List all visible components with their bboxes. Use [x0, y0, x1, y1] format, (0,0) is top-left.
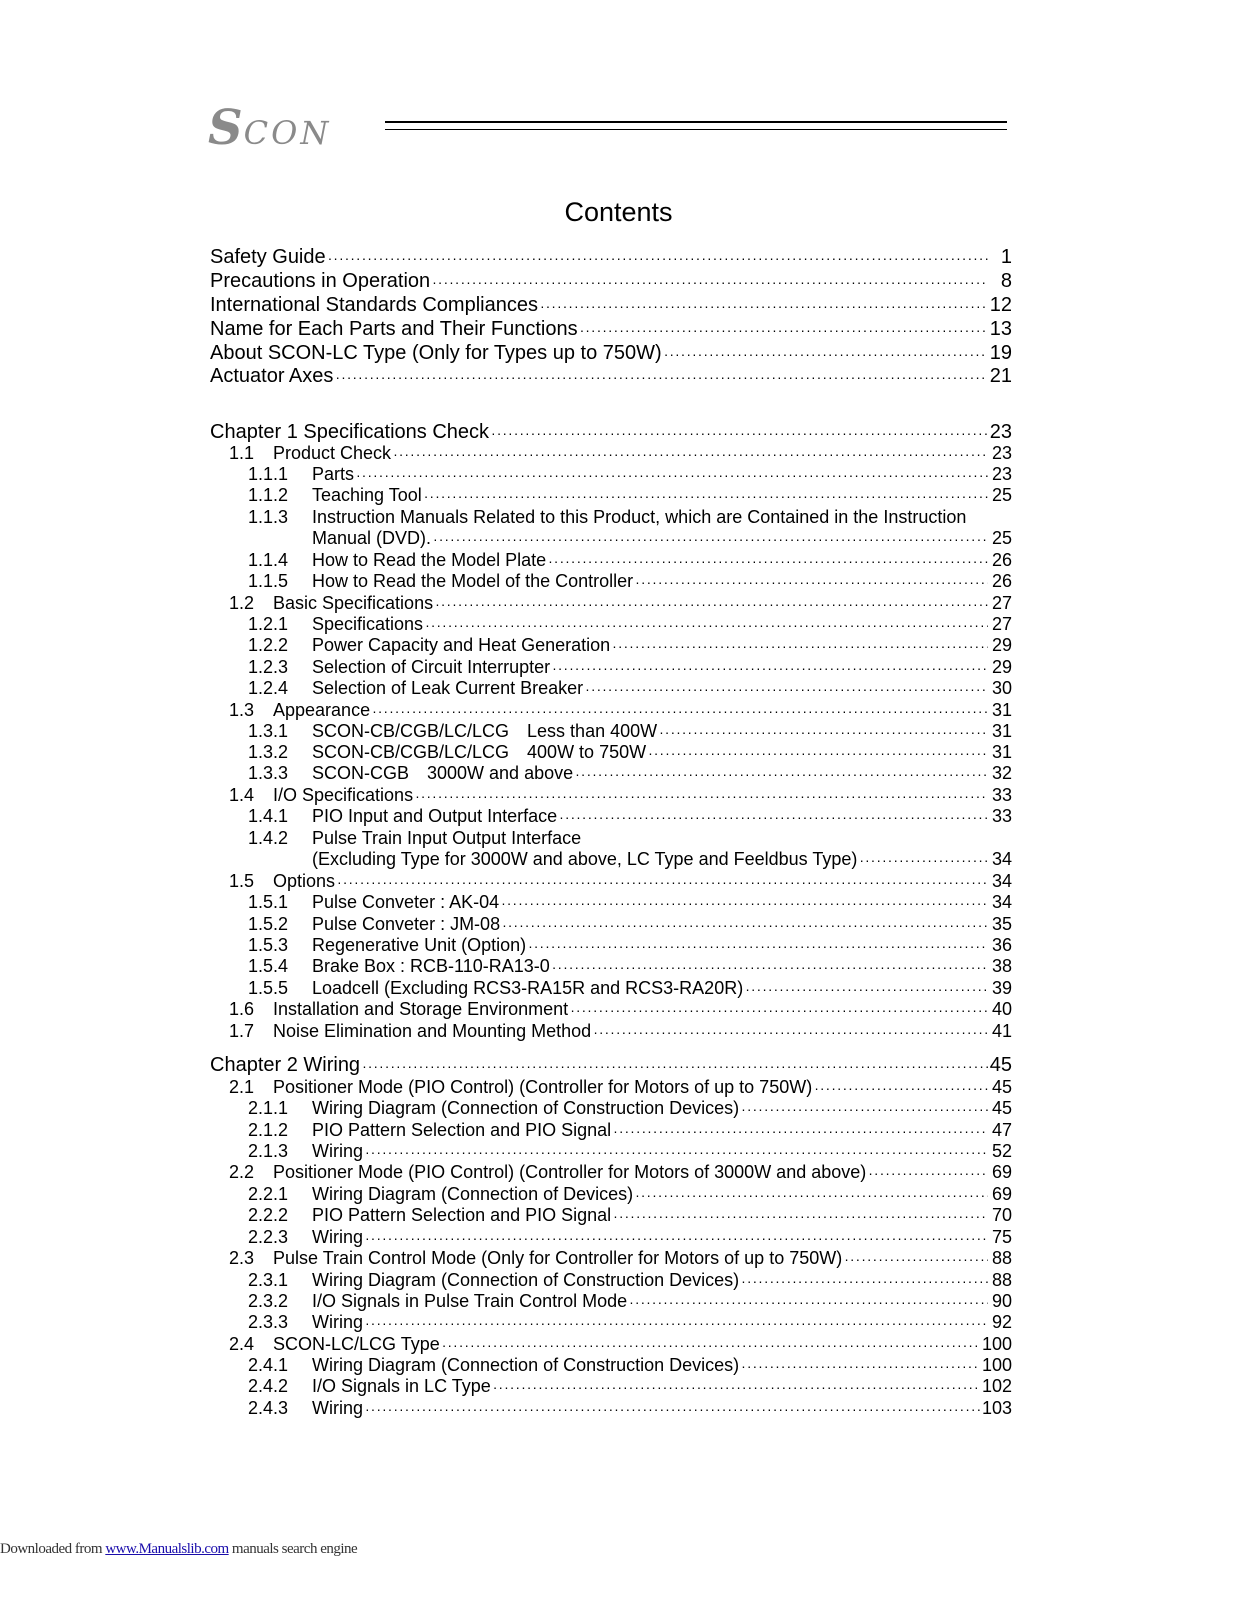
toc-entry-title: Loadcell (Excluding RCS3-RA15R and RCS3-RA20R) [312, 978, 744, 998]
toc-entry-title: I/O Signals in Pulse Train Control Mode [312, 1291, 628, 1311]
toc-entry[interactable] [229, 1162, 1012, 1183]
toc-entry-page: 21 [989, 365, 1012, 387]
toc-entry-title: Wiring Diagram (Connection of Construction Devices) [312, 1098, 740, 1118]
toc-entry[interactable] [248, 1184, 1012, 1205]
toc-entry[interactable] [248, 956, 1012, 977]
toc-entry-title: SCON-LC/LCG Type [273, 1334, 440, 1354]
toc-entry-title: SCON-CGB 3000W and above [312, 763, 574, 783]
toc-entry-page: 1 [1000, 246, 1012, 268]
toc-entry-number: 1.3.3 [248, 763, 289, 783]
toc-entry-number: 2.2.2 [248, 1205, 289, 1225]
toc-entry-page: 88 [991, 1270, 1012, 1290]
dot-leader [501, 893, 988, 914]
dot-leader [328, 246, 988, 270]
dot-leader [741, 1099, 988, 1120]
dot-leader [648, 743, 988, 764]
toc-entry-title: Noise Elimination and Mounting Method [273, 1021, 592, 1041]
toc-entry-title: Parts [312, 464, 355, 484]
dot-leader [570, 1000, 988, 1021]
toc-entry[interactable] [312, 528, 1012, 549]
toc-entry-title: PIO Input and Output Interface [312, 806, 558, 826]
dot-leader [365, 1399, 980, 1420]
toc-entry-page: 13 [989, 318, 1012, 340]
toc-entry-title: Pulse Conveter : AK-04 [312, 892, 500, 912]
dot-leader [552, 658, 988, 679]
toc-entry-page: 27 [991, 614, 1012, 634]
toc-entry[interactable] [248, 721, 1012, 742]
dot-leader [435, 594, 988, 615]
toc-entry-title: Safety Guide [210, 246, 326, 268]
footer [0, 1541, 357, 1558]
toc-entry-title: SCON-CB/CGB/LC/LCG Less than 400W [312, 721, 658, 741]
toc-entry[interactable] [229, 871, 1012, 892]
toc-entry-number: 1.2 [229, 593, 255, 613]
header-rule-thick [385, 121, 1007, 123]
dot-leader [612, 636, 988, 657]
toc-entry-page: 102 [981, 1376, 1012, 1396]
toc-entry-title: International Standards Compliances [210, 294, 538, 316]
toc-entry-number: 2.3.1 [248, 1270, 289, 1290]
toc-entry-title: Wiring [312, 1141, 364, 1161]
dot-leader [552, 957, 988, 978]
dot-leader [859, 850, 988, 871]
toc-entry[interactable] [248, 678, 1012, 699]
toc-entry-number: 1.4 [229, 785, 255, 805]
toc-entry-number: 2.3.3 [248, 1312, 289, 1332]
toc-entry[interactable] [248, 914, 1012, 935]
toc-entry-number: 2.4.2 [248, 1376, 289, 1396]
toc-entry[interactable] [248, 507, 1012, 528]
toc-entry-page: 38 [991, 956, 1012, 976]
toc-entry-page: 29 [991, 635, 1012, 655]
header-rule-thin [385, 129, 1007, 130]
toc-entry-number: 1.5.2 [248, 914, 289, 934]
toc-entry-page: 26 [991, 550, 1012, 570]
toc-entry[interactable] [248, 1120, 1012, 1141]
toc-entry-title: How to Read the Model of the Controller [312, 571, 634, 591]
toc-entry-number: 1.2.4 [248, 678, 289, 698]
toc-entry-number: 2.3 [229, 1248, 255, 1268]
toc-entry[interactable] [229, 1077, 1012, 1098]
dot-leader [580, 318, 988, 342]
toc-entry-number: 1.1 [229, 443, 255, 463]
toc-entry-title: Specifications [312, 614, 424, 634]
toc-entry-title: Brake Box : RCB-110-RA13-0 [312, 956, 550, 976]
dot-leader [393, 444, 988, 465]
toc-entry-page: 52 [991, 1141, 1012, 1161]
toc-entry-number: 1.1.3 [248, 507, 289, 527]
toc-entry-title: Selection of Circuit Interrupter [312, 657, 551, 677]
toc-entry-number: 1.1.2 [248, 485, 289, 505]
dot-leader [491, 421, 988, 445]
toc-entry-page: 45 [989, 1054, 1012, 1076]
toc-entry-title: Manual (DVD). [312, 528, 432, 548]
toc-entry-number: 1.5.3 [248, 935, 289, 955]
toc-entry-number: 2.1.1 [248, 1098, 289, 1118]
toc-entry-number: 2.4 [229, 1334, 255, 1354]
toc-entry[interactable] [229, 1334, 1012, 1355]
toc-entry[interactable] [210, 245, 1012, 269]
dot-leader [356, 465, 988, 486]
toc-entry[interactable] [210, 269, 1012, 293]
toc-entry-page: 40 [991, 999, 1012, 1019]
logo [208, 100, 332, 156]
toc-entry[interactable] [248, 550, 1012, 571]
toc-entry-title: Installation and Storage Environment [273, 999, 569, 1019]
dot-leader [635, 1185, 988, 1206]
dot-leader [362, 1054, 988, 1078]
toc-entry-page: 23 [989, 421, 1012, 443]
dot-leader [442, 1335, 980, 1356]
toc-entry-title: Actuator Axes [210, 365, 334, 387]
toc-entry-page: 100 [981, 1355, 1012, 1375]
toc-entry-page: 41 [991, 1021, 1012, 1041]
toc-entry[interactable] [312, 849, 1012, 870]
footer-prefix: Downloaded from [0, 1541, 106, 1557]
toc-entry-title: Chapter 2 Wiring [210, 1054, 361, 1076]
toc-entry-page: 29 [991, 657, 1012, 677]
dot-leader [424, 486, 988, 507]
toc-entry-page: 90 [991, 1291, 1012, 1311]
toc-entry-number: 1.7 [229, 1021, 255, 1041]
toc-entry-title: Chapter 1 Specifications Check [210, 421, 490, 443]
toc-entry-number: 1.3 [229, 700, 255, 720]
dot-leader [548, 551, 988, 572]
toc-entry[interactable] [248, 742, 1012, 763]
dot-leader [425, 615, 988, 636]
dot-leader [613, 1206, 988, 1227]
toc-entry-page: 75 [991, 1227, 1012, 1247]
toc-entry-page: 69 [991, 1184, 1012, 1204]
dot-leader [337, 872, 988, 893]
toc-entry-number: 1.1.4 [248, 550, 289, 570]
toc-entry-number: 1.2.3 [248, 657, 289, 677]
logo-letter-s: S [208, 100, 244, 156]
toc-entry-title: PIO Pattern Selection and PIO Signal [312, 1120, 612, 1140]
toc-entry-number: 1.1.5 [248, 571, 289, 591]
toc-entry[interactable] [248, 1376, 1012, 1397]
toc-entry-number: 1.5.5 [248, 978, 289, 998]
toc-entry-number: 2.1.2 [248, 1120, 289, 1140]
toc-entry-title: Power Capacity and Heat Generation [312, 635, 611, 655]
toc-entry[interactable] [248, 1312, 1012, 1333]
toc-entry[interactable] [248, 571, 1012, 592]
toc-entry-title: Pulse Conveter : JM-08 [312, 914, 501, 934]
toc-entry-page: 19 [989, 342, 1012, 364]
toc-entry[interactable] [248, 1141, 1012, 1162]
toc-entry-page: 34 [991, 892, 1012, 912]
toc-entry-title: Basic Specifications [273, 593, 434, 613]
toc-entry-page: 31 [991, 742, 1012, 762]
toc-entry-title: Selection of Leak Current Breaker [312, 678, 584, 698]
toc-entry[interactable] [248, 892, 1012, 913]
toc-entry[interactable] [248, 1398, 1012, 1419]
dot-leader [659, 722, 988, 743]
dot-leader [432, 270, 988, 294]
toc-entry[interactable] [210, 293, 1012, 317]
toc-entry-page: 26 [991, 571, 1012, 591]
toc-entry-title: Precautions in Operation [210, 270, 431, 292]
toc-entry[interactable] [210, 317, 1012, 341]
dot-leader [365, 1313, 988, 1334]
toc-entry-page: 69 [991, 1162, 1012, 1182]
toc-entry-title: Teaching Tool [312, 485, 422, 505]
toc-entry-page: 25 [991, 528, 1012, 548]
toc-entry-page: 39 [991, 978, 1012, 998]
dot-leader [629, 1292, 988, 1313]
dot-leader [814, 1078, 988, 1099]
dot-leader [741, 1271, 988, 1292]
dot-leader [335, 365, 987, 389]
toc-entry-page: 35 [991, 914, 1012, 934]
dot-leader [493, 1377, 980, 1398]
toc-entry-number: 1.3.2 [248, 742, 289, 762]
toc-entry-title: (Excluding Type for 3000W and above, LC Type and Feeldbus Type) [312, 849, 858, 869]
toc-entry-title: Wiring Diagram (Connection of Construction Devices) [312, 1355, 740, 1375]
dot-leader [372, 701, 988, 722]
toc-entry-number: 2.2.3 [248, 1227, 289, 1247]
toc-entry[interactable] [229, 1021, 1012, 1042]
toc-entry[interactable] [248, 657, 1012, 678]
toc-entry-title: Wiring [312, 1398, 364, 1418]
toc-entry-title: PIO Pattern Selection and PIO Signal [312, 1205, 612, 1225]
toc-entry[interactable] [248, 828, 1012, 849]
toc-entry-number: 1.3.1 [248, 721, 289, 741]
toc-entry-page: 34 [991, 849, 1012, 869]
toc-entry-title: I/O Specifications [273, 785, 414, 805]
toc-entry-page: 70 [991, 1205, 1012, 1225]
dot-leader [844, 1249, 988, 1270]
toc-entry-title: How to Read the Model Plate [312, 550, 547, 570]
toc-entry-page: 88 [991, 1248, 1012, 1268]
toc-entry-title: Wiring [312, 1312, 364, 1332]
toc-entry-number: 1.5 [229, 871, 255, 891]
dot-leader [415, 786, 988, 807]
toc-entry-title: Positioner Mode (PIO Control) (Controller for Motors of up to 750W) [273, 1077, 813, 1097]
footer-suffix: manuals search engine [228, 1541, 358, 1557]
toc-entry-title: Pulse Train Input Output Interface [312, 828, 582, 848]
dot-leader [585, 679, 988, 700]
toc-entry-title: Wiring Diagram (Connection of Devices) [312, 1184, 634, 1204]
toc-entry-title: Wiring Diagram (Connection of Construction Devices) [312, 1270, 740, 1290]
dot-leader [559, 807, 988, 828]
toc-entry-page: 47 [991, 1120, 1012, 1140]
logo-letters-con: CON [243, 114, 332, 152]
toc-entry[interactable] [248, 978, 1012, 999]
toc-entry-title: Wiring [312, 1227, 364, 1247]
toc-entry-number: 2.1 [229, 1077, 255, 1097]
toc-entry-title: Product Check [273, 443, 392, 463]
toc-entry[interactable] [229, 700, 1012, 721]
toc-entry[interactable] [248, 1355, 1012, 1376]
toc-entry-title: Instruction Manuals Related to this Product, which are Contained in the Instruction [312, 507, 967, 527]
toc-entry[interactable] [248, 763, 1012, 784]
dot-leader [540, 294, 988, 318]
toc-entry[interactable] [229, 999, 1012, 1020]
toc-entry-title: Name for Each Parts and Their Functions [210, 318, 578, 340]
toc-entry-title: I/O Signals in LC Type [312, 1376, 491, 1396]
dot-leader [575, 764, 988, 785]
toc-entry[interactable] [210, 341, 1012, 365]
toc-entry[interactable] [248, 1270, 1012, 1291]
toc-entry-number: 1.5.1 [248, 892, 289, 912]
toc-entry[interactable] [248, 464, 1012, 485]
toc-entry-number: 1.2.1 [248, 614, 289, 634]
toc-entry-page: 27 [991, 593, 1012, 613]
toc-entry-title: SCON-CB/CGB/LC/LCG 400W to 750W [312, 742, 647, 762]
toc-entry-title: About SCON-LC Type (Only for Types up to 750W) [210, 342, 662, 364]
toc-entry[interactable] [210, 364, 1012, 388]
toc-entry-number: 2.4.1 [248, 1355, 289, 1375]
toc-entry-title: Pulse Train Control Mode (Only for Controller for Motors of up to 750W) [273, 1248, 843, 1268]
toc-entry-page: 8 [1000, 270, 1012, 292]
toc-entry[interactable] [248, 1098, 1012, 1119]
dot-leader [365, 1228, 988, 1249]
toc-entry-number: 1.2.2 [248, 635, 289, 655]
toc-entry[interactable] [248, 614, 1012, 635]
dot-leader [593, 1022, 988, 1043]
toc-entry-number: 1.4.1 [248, 806, 289, 826]
toc-entry[interactable] [210, 420, 1012, 444]
toc-entry-page: 45 [991, 1077, 1012, 1097]
toc-entry-page: 31 [991, 721, 1012, 741]
dot-leader [741, 1356, 980, 1377]
toc-entry-page: 92 [991, 1312, 1012, 1332]
toc-entry-page: 23 [991, 443, 1012, 463]
toc-entry-number: 2.2 [229, 1162, 255, 1182]
toc-entry-page: 33 [991, 785, 1012, 805]
dot-leader [745, 979, 988, 1000]
toc-entry[interactable] [248, 935, 1012, 956]
dot-leader [868, 1163, 988, 1184]
toc-entry-number: 2.2.1 [248, 1184, 289, 1204]
toc-entry-number: 2.3.2 [248, 1291, 289, 1311]
toc-entry-title: Options [273, 871, 336, 891]
toc-entry-title: Positioner Mode (PIO Control) (Controller for Motors of 3000W and above) [273, 1162, 867, 1182]
toc-entry-page: 34 [991, 871, 1012, 891]
toc-entry-number: 2.1.3 [248, 1141, 289, 1161]
toc-entry[interactable] [248, 1205, 1012, 1226]
dot-leader [664, 342, 988, 366]
dot-leader [635, 572, 988, 593]
toc-entry-page: 32 [991, 763, 1012, 783]
toc-entry[interactable] [229, 443, 1012, 464]
footer-link[interactable]: www.Manualslib.com [105, 1541, 229, 1557]
toc-entry-page: 31 [991, 700, 1012, 720]
page-title: Contents [564, 197, 673, 227]
toc-entry-page: 12 [989, 294, 1012, 316]
toc-entry[interactable] [248, 1227, 1012, 1248]
toc-entry[interactable] [248, 806, 1012, 827]
dot-leader [365, 1142, 988, 1163]
dot-leader [613, 1121, 988, 1142]
toc-entry-page: 100 [981, 1334, 1012, 1354]
toc-entry-page: 30 [991, 678, 1012, 698]
dot-leader [502, 915, 988, 936]
toc-entry[interactable] [229, 1248, 1012, 1269]
toc-entry[interactable] [210, 1053, 1012, 1077]
toc-entry-number: 1.6 [229, 999, 255, 1019]
toc-entry-number: 1.5.4 [248, 956, 289, 976]
toc-entry-page: 45 [991, 1098, 1012, 1118]
toc-entry-title: Regenerative Unit (Option) [312, 935, 527, 955]
toc-entry-page: 23 [991, 464, 1012, 484]
toc-entry[interactable] [229, 785, 1012, 806]
toc-entry-page: 33 [991, 806, 1012, 826]
toc-entry[interactable] [248, 1291, 1012, 1312]
toc-entry-number: 1.4.2 [248, 828, 289, 848]
toc-entry-page: 36 [991, 935, 1012, 955]
toc-entry-title: Appearance [273, 700, 371, 720]
dot-leader [528, 936, 988, 957]
dot-leader [433, 529, 988, 550]
toc-entry-number: 2.4.3 [248, 1398, 289, 1418]
toc-entry[interactable] [248, 635, 1012, 656]
toc-entry-number: 1.1.1 [248, 464, 289, 484]
toc-entry-page: 25 [991, 485, 1012, 505]
toc-entry-page: 103 [981, 1398, 1012, 1418]
toc-entry[interactable] [229, 593, 1012, 614]
toc-entry[interactable] [248, 485, 1012, 506]
